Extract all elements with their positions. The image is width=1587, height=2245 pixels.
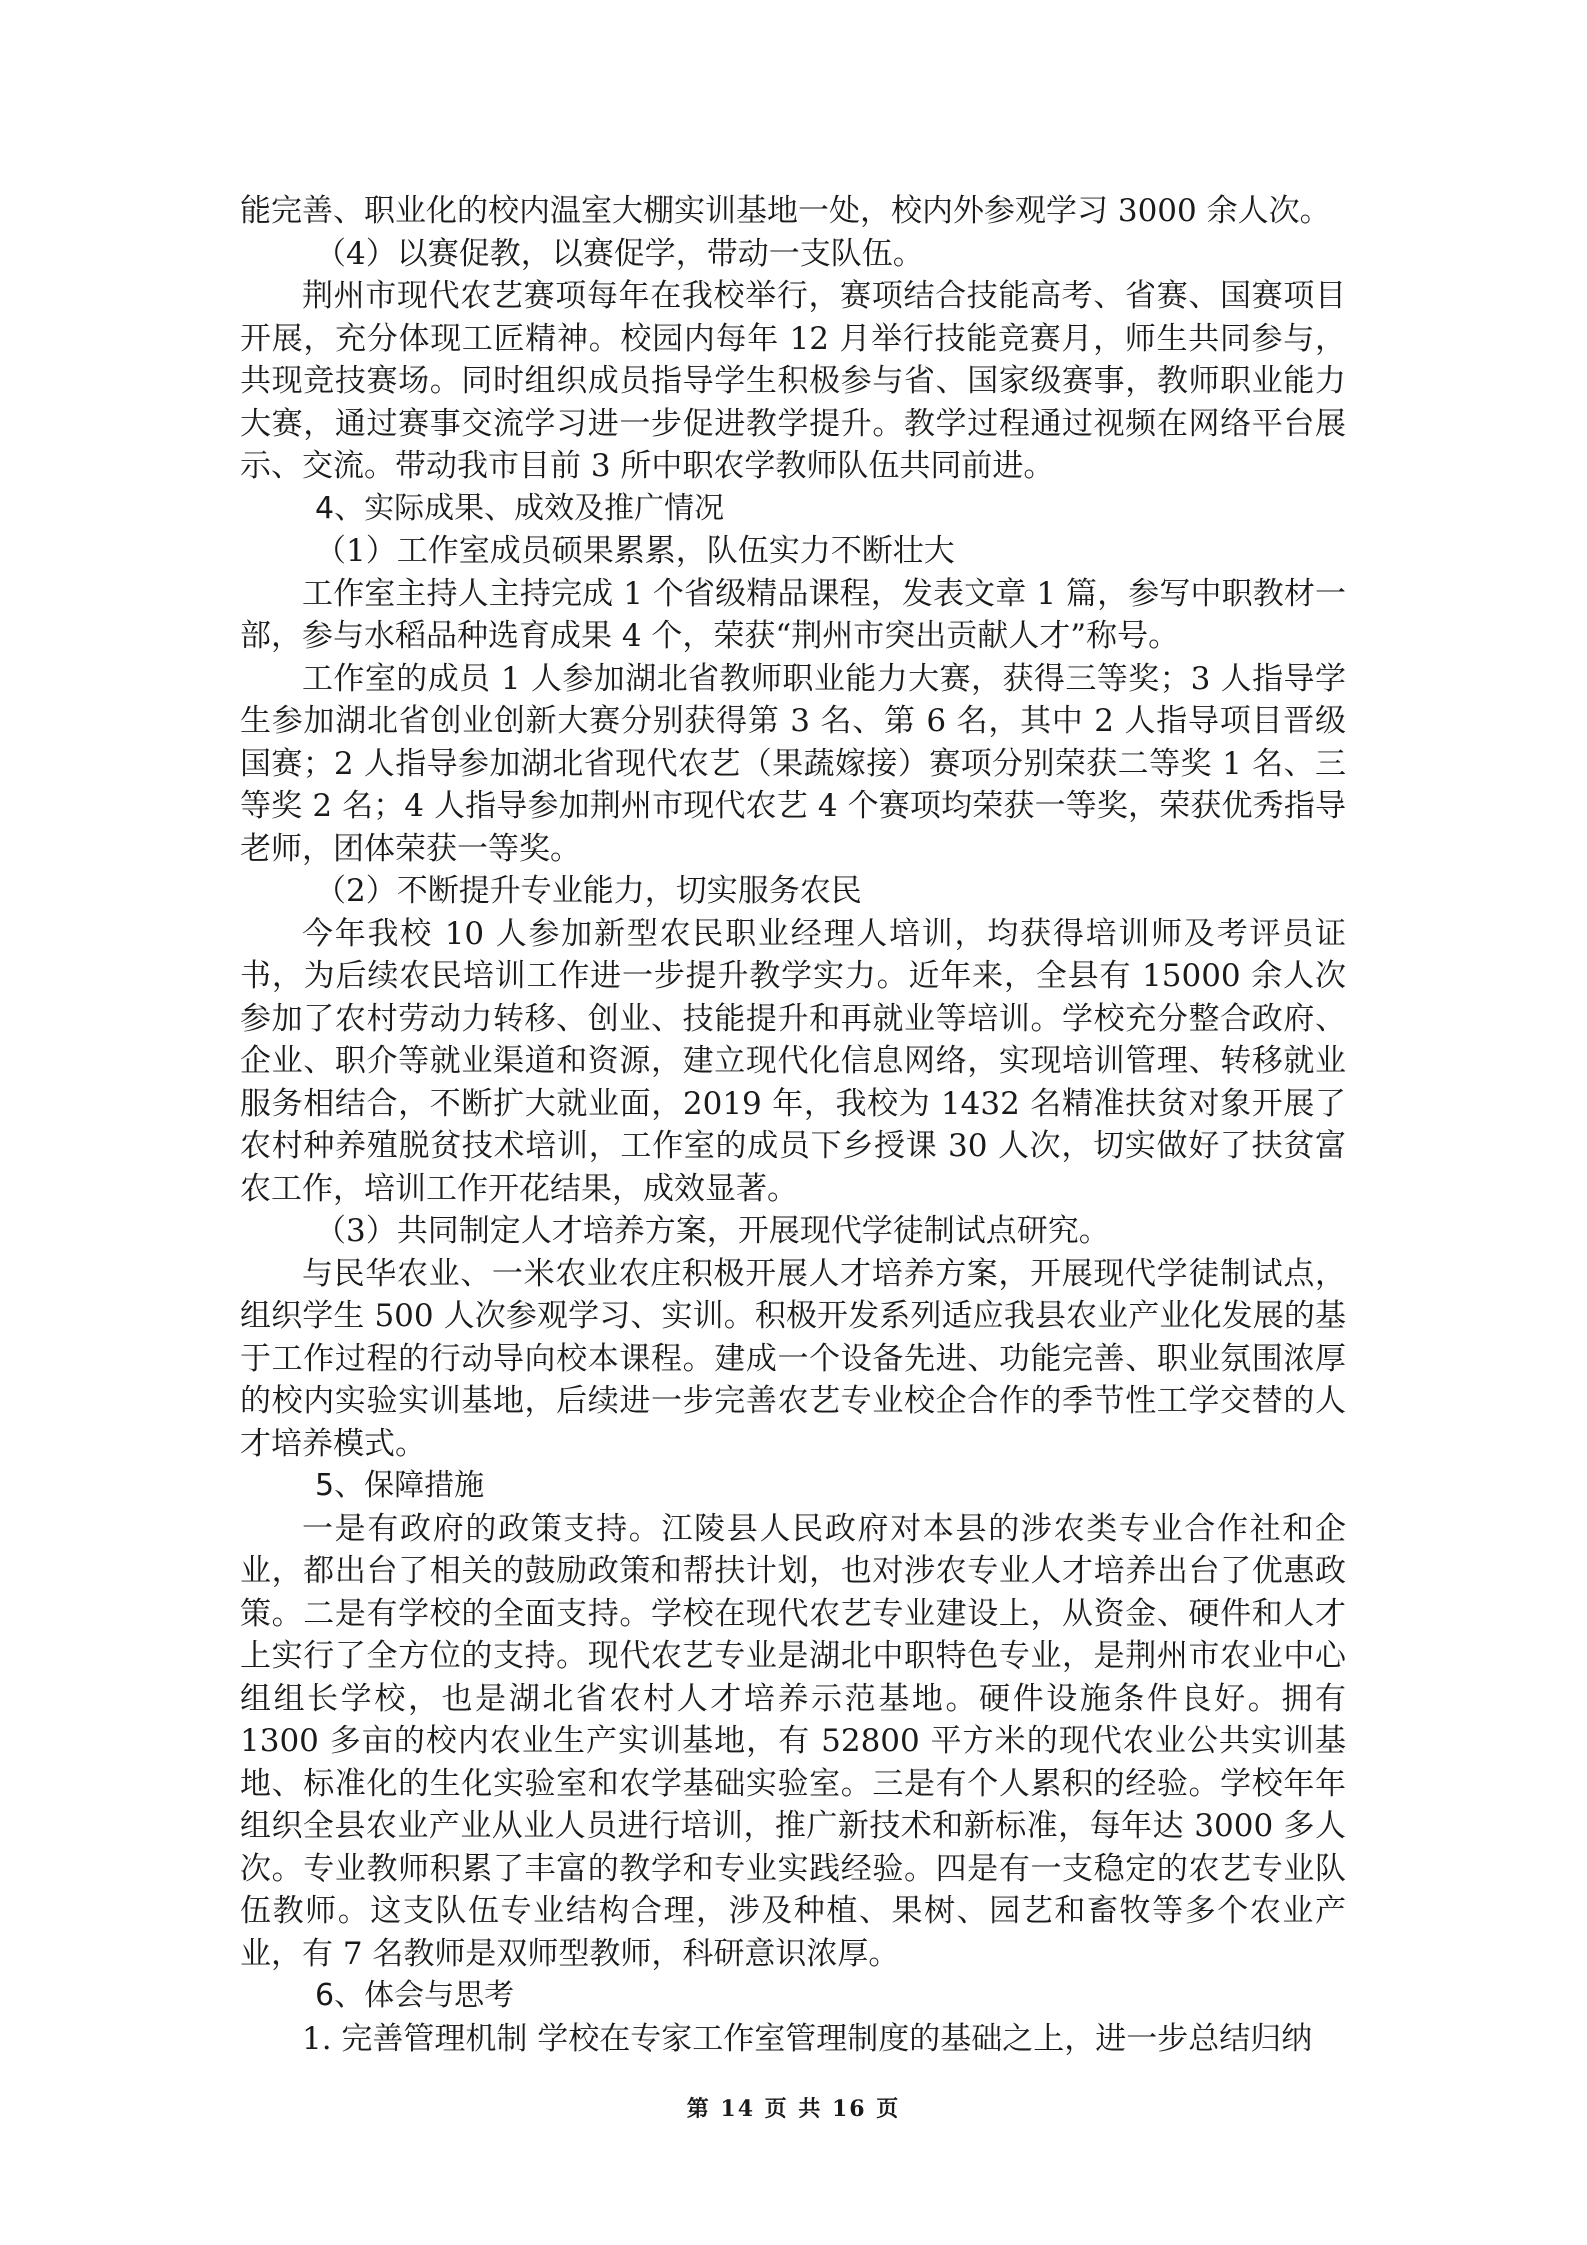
document-body	[240, 190, 1346, 2060]
subsection-title: （2）不断提升专业能力，切实服务农民	[315, 873, 862, 909]
paragraph: 一是有政府的政策支持。江陵县人民政府对本县的涉农类专业合作社和企业，都出台了相关的鼓励政策和帮扶计划，也对涉农专业人才培养出台了优惠政策。二是有学校的全面支持。学校在现代农艺专业建设上，从资金、硬件和人才上实行了全方位的支持。现代农艺专业是湖北中职特色专业，是荆州市农业中心组组长学校，也是湖北省农村人才培养示范基地。硬件设施条件良好。拥有 1300 多亩的校内农业生产实训基地，有 52800 平方米的现代农业公共实训基地、标准化的生化实验室和农学基础实验室。三是有个人累积的经验。学校年年组织全县农业产业从业人员进行培训，推广新技术和新标准，每年达 3000 多人次。专业教师积累了丰富的教学和专业实践经验。四是有一支稳定的农艺专业队伍教师。这支队伍专业结构合理，涉及种植、果树、园艺和畜牧等多个农业产业，有 7 名教师是双师型教师，科研意识浓厚。	[240, 1510, 1346, 1972]
paragraph: 今年我校 10 人参加新型农民职业经理人培训，均获得培训师及考评员证书，为后续农民培训工作进一步提升教学实力。近年来，全县有 15000 余人次参加了农村劳动力转移、创业、技能提升和再就业等培训。学校充分整合政府、企业、职介等就业渠道和资源，建立现代化信息网络，实现培训管理、转移就业服务相结合，不断扩大就业面，2019 年，我校为 1432 名精准扶贫对象开展了农村种养殖脱贫技术培训，工作室的成员下乡授课 30 人次，切实做好了扶贫富农工作，培训工作开花结果，成效显著。	[240, 915, 1346, 1207]
paragraph: 工作室的成员 1 人参加湖北省教师职业能力大赛，获得三等奖；3 人指导学生参加湖北省创业创新大赛分别获得第 3 名、第 6 名，其中 2 人指导项目晋级国赛；2 人指导参加湖北省现代农艺（果蔬嫁接）赛项分别荣获二等奖 1 名、三等奖 2 名；4 人指导参加荆州市现代农艺 4 个赛项均荣获一等奖，荣获优秀指导老师，团体荣获一等奖。	[240, 660, 1346, 867]
paragraph-continuation: 能完善、职业化的校内温室大棚实训基地一处，校内外参观学习 3000 余人次。	[240, 193, 1331, 229]
paragraph: 工作室主持人主持完成 1 个省级精品课程，发表文章 1 篇，参写中职教材一部，参与水稻品种选育成果 4 个，荣获“荆州市突出贡献人才”称号。	[240, 575, 1346, 654]
subsection-title: （1）工作室成员硕果累累，队伍实力不断壮大	[315, 533, 955, 569]
paragraph: 1. 完善管理机制 学校在专家工作室管理制度的基础之上，进一步总结归纳	[302, 2020, 1313, 2057]
page-number-footer: 第 14 页 共 16 页	[686, 2096, 901, 2122]
section-heading: 4、实际成果、成效及推广情况	[315, 490, 725, 526]
paragraph: 与民华农业、一米农业农庄积极开展人才培养方案，开展现代学徒制试点，组织学生 500 人次参观学习、实训。积极开发系列适应我县农业产业化发展的基于工作过程的行动导向校本课程。建成一个设备先进、功能完善、职业氛围浓厚的校内实验实训基地，后续进一步完善农艺专业校企合作的季节性工学交替的人才培养模式。	[240, 1255, 1346, 1462]
section-heading: 6、体会与思考	[315, 1978, 515, 2013]
paragraph: 荆州市现代农艺赛项每年在我校举行，赛项结合技能高考、省赛、国赛项目开展，充分体现工匠精神。校园内每年 12 月举行技能竞赛月，师生共同参与，共现竞技赛场。同时组织成员指导学生积极参与省、国家级赛事，教师职业能力大赛，通过赛事交流学习进一步促进教学提升。教学过程通过视频在网络平台展示、交流。带动我市目前 3 所中职农学教师队伍共同前进。	[240, 278, 1346, 484]
section-heading: 5、保障措施	[315, 1468, 485, 1503]
subsection-title: （3）共同制定人才培养方案，开展现代学徒制试点研究。	[315, 1213, 1110, 1249]
subsection-title: （4）以赛促教，以赛促学，带动一支队伍。	[315, 235, 924, 272]
